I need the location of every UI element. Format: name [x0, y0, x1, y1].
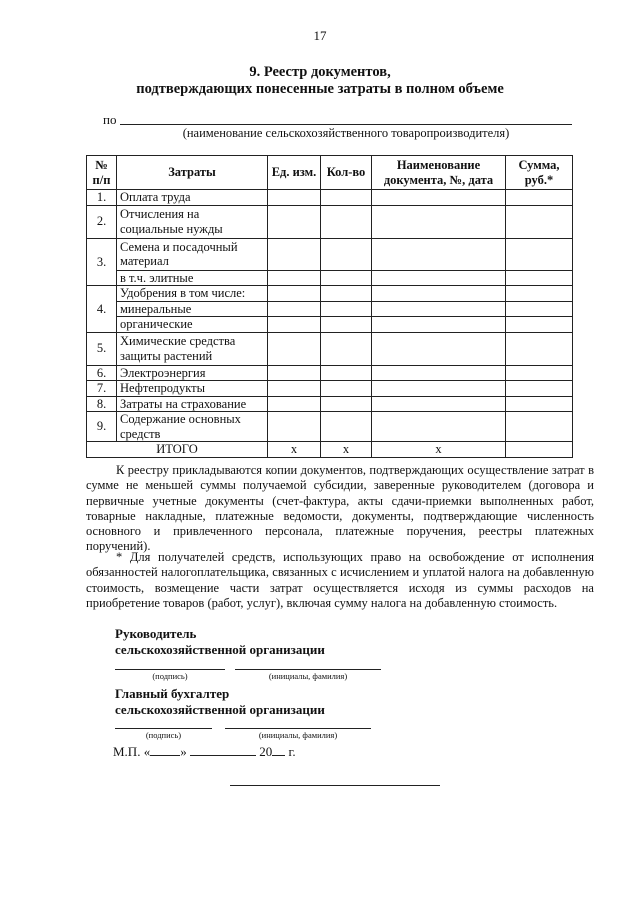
- row-cost: Затраты на страхование: [117, 396, 268, 412]
- cell-sum[interactable]: [506, 270, 573, 286]
- cell-unit[interactable]: [268, 332, 321, 365]
- day-field[interactable]: [150, 744, 180, 756]
- accountant-name-caption: (инициалы, фамилия): [258, 730, 338, 740]
- cell-qty[interactable]: [321, 381, 372, 397]
- table-subrow: [87, 317, 573, 333]
- accountant-name-line[interactable]: [225, 728, 371, 729]
- cell-unit[interactable]: [268, 365, 321, 381]
- year-field[interactable]: [272, 744, 285, 756]
- cell-doc[interactable]: [372, 412, 506, 442]
- year-prefix: 20: [259, 744, 273, 759]
- cell-doc[interactable]: [372, 270, 506, 286]
- cell-doc[interactable]: [372, 286, 506, 302]
- cell-qty[interactable]: [321, 205, 372, 238]
- cell-doc[interactable]: [372, 190, 506, 206]
- accountant-title: Главный бухгалтер: [115, 686, 230, 701]
- table-row: [87, 205, 573, 238]
- registry-table: [86, 155, 573, 458]
- cell-unit[interactable]: [268, 396, 321, 412]
- page-number: 17: [313, 28, 327, 43]
- table-row: [87, 286, 573, 302]
- section-title: 9. Реестр документов,: [249, 64, 391, 80]
- cell-doc[interactable]: [372, 301, 506, 317]
- cell-sum[interactable]: [506, 238, 573, 270]
- table-row: [87, 190, 573, 206]
- po-label: по: [103, 112, 117, 127]
- cell-sum[interactable]: [506, 301, 573, 317]
- cell-qty[interactable]: [321, 190, 372, 206]
- header-unit: Ед. изм.: [268, 156, 321, 190]
- row-num: 3.: [87, 238, 117, 286]
- total-qty-x: x: [321, 442, 372, 458]
- row-cost: Оплата труда: [117, 190, 268, 206]
- cell-unit[interactable]: [268, 286, 321, 302]
- head-signature-caption: (подпись): [152, 671, 188, 681]
- producer-name-caption: (наименование сельскохозяйственного товаропроизводителя): [182, 126, 510, 140]
- head-org: сельскохозяйственной организации: [115, 642, 325, 657]
- header-doc: Наименование документа, №, дата: [372, 156, 506, 190]
- row-cost: Электроэнергия: [117, 365, 268, 381]
- cell-unit[interactable]: [268, 317, 321, 333]
- accountant-org: сельскохозяйственной организации: [115, 702, 325, 717]
- header-cost: Затраты: [117, 156, 268, 190]
- cell-sum[interactable]: [506, 205, 573, 238]
- total-label: ИТОГО: [87, 442, 268, 458]
- cell-sum[interactable]: [506, 365, 573, 381]
- seal-prefix: М.П. «: [113, 744, 151, 759]
- cell-qty[interactable]: [321, 286, 372, 302]
- cell-qty[interactable]: [321, 238, 372, 270]
- row-cost: Химические средства защиты растений: [117, 332, 268, 365]
- vat-footnote: * Для получателей средств, использующих право на освобождение от исполнения обязанностей налогоплательщика, связанных с исчислением и уплатой налога на добавленную стоимость, возмещение части затрат осуществляется исходя из суммы расходов на приобретение товаров (работ, услуг), включая сумму налога на добавленную стоимость.: [86, 550, 594, 610]
- cell-qty[interactable]: [321, 332, 372, 365]
- cell-sum[interactable]: [506, 381, 573, 397]
- cell-qty[interactable]: [321, 270, 372, 286]
- row-cost-sub: минеральные: [117, 301, 268, 317]
- head-signature-line[interactable]: [115, 669, 225, 670]
- accountant-signature-line[interactable]: [115, 728, 212, 729]
- table-row: [87, 381, 573, 397]
- total-sum-cell[interactable]: [506, 442, 573, 458]
- attachments-paragraph: К реестру прикладываются копии документов, подтверждающих осуществление затрат в сумме не меньшей суммы получаемой субсидии, заверенные руководителем (договора и первичные учетные документы (счет-фактура, акты сдачи-приемки выполненных работ, товарные накладные, платежные ведомости, документы, подтверждающие численность основного и привлеченного персонала, платежные поручения, реестры платежных поручений).: [86, 463, 594, 554]
- cell-unit[interactable]: [268, 412, 321, 442]
- row-cost: Семена и посадочный материал: [117, 238, 268, 270]
- head-name-caption: (инициалы, фамилия): [268, 671, 348, 681]
- cell-unit[interactable]: [268, 301, 321, 317]
- total-unit-x: x: [268, 442, 321, 458]
- cell-sum[interactable]: [506, 412, 573, 442]
- cell-unit[interactable]: [268, 205, 321, 238]
- table-row: [87, 332, 573, 365]
- table-subrow: [87, 270, 573, 286]
- table-row: [87, 238, 573, 270]
- row-num: 2.: [87, 205, 117, 238]
- table-row: [87, 412, 573, 442]
- cell-unit[interactable]: [268, 238, 321, 270]
- row-num: 9.: [87, 412, 117, 442]
- cell-sum[interactable]: [506, 317, 573, 333]
- head-name-line[interactable]: [235, 669, 381, 670]
- cell-qty[interactable]: [321, 365, 372, 381]
- header-qty: Кол-во: [321, 156, 372, 190]
- row-num: 6.: [87, 365, 117, 381]
- total-row: [87, 442, 573, 458]
- seal-date-line: [113, 744, 296, 760]
- cell-doc[interactable]: [372, 396, 506, 412]
- total-doc-x: x: [372, 442, 506, 458]
- cell-sum[interactable]: [506, 396, 573, 412]
- cell-doc[interactable]: [372, 317, 506, 333]
- row-cost: Нефтепродукты: [117, 381, 268, 397]
- row-cost: Содержание основных средств: [117, 412, 268, 442]
- row-num: 7.: [87, 381, 117, 397]
- cell-qty[interactable]: [321, 396, 372, 412]
- table-subrow: [87, 301, 573, 317]
- cell-sum[interactable]: [506, 332, 573, 365]
- head-title: Руководитель: [115, 626, 197, 641]
- row-num: 1.: [87, 190, 117, 206]
- table-header-row: [87, 156, 573, 190]
- month-field[interactable]: [190, 744, 256, 756]
- cell-unit[interactable]: [268, 381, 321, 397]
- row-num: 5.: [87, 332, 117, 365]
- header-sum: Сумма, руб.*: [506, 156, 573, 190]
- cell-sum[interactable]: [506, 190, 573, 206]
- row-cost: Отчисления на социальные нужды: [117, 205, 268, 238]
- cell-sum[interactable]: [506, 286, 573, 302]
- row-cost-sub: органические: [117, 317, 268, 333]
- cell-unit[interactable]: [268, 270, 321, 286]
- table-row: [87, 365, 573, 381]
- row-cost: Удобрения в том числе:: [117, 286, 268, 302]
- quote-close: »: [180, 744, 187, 759]
- table-row: [87, 396, 573, 412]
- closing-divider: [230, 785, 440, 786]
- header-num: № п/п: [87, 156, 117, 190]
- cell-doc[interactable]: [372, 238, 506, 270]
- year-suffix: г.: [288, 744, 296, 759]
- row-num: 8.: [87, 396, 117, 412]
- cell-doc[interactable]: [372, 381, 506, 397]
- cell-unit[interactable]: [268, 190, 321, 206]
- cell-qty[interactable]: [321, 412, 372, 442]
- accountant-signature-caption: (подпись): [145, 730, 182, 740]
- section-subtitle: подтверждающих понесенные затраты в полном объеме: [136, 81, 504, 97]
- cell-qty[interactable]: [321, 301, 372, 317]
- row-num: 4.: [87, 286, 117, 333]
- cell-doc[interactable]: [372, 332, 506, 365]
- cell-qty[interactable]: [321, 317, 372, 333]
- cell-doc[interactable]: [372, 365, 506, 381]
- row-cost-sub: в т.ч. элитные: [117, 270, 268, 286]
- producer-name-line[interactable]: [120, 124, 572, 125]
- cell-doc[interactable]: [372, 205, 506, 238]
